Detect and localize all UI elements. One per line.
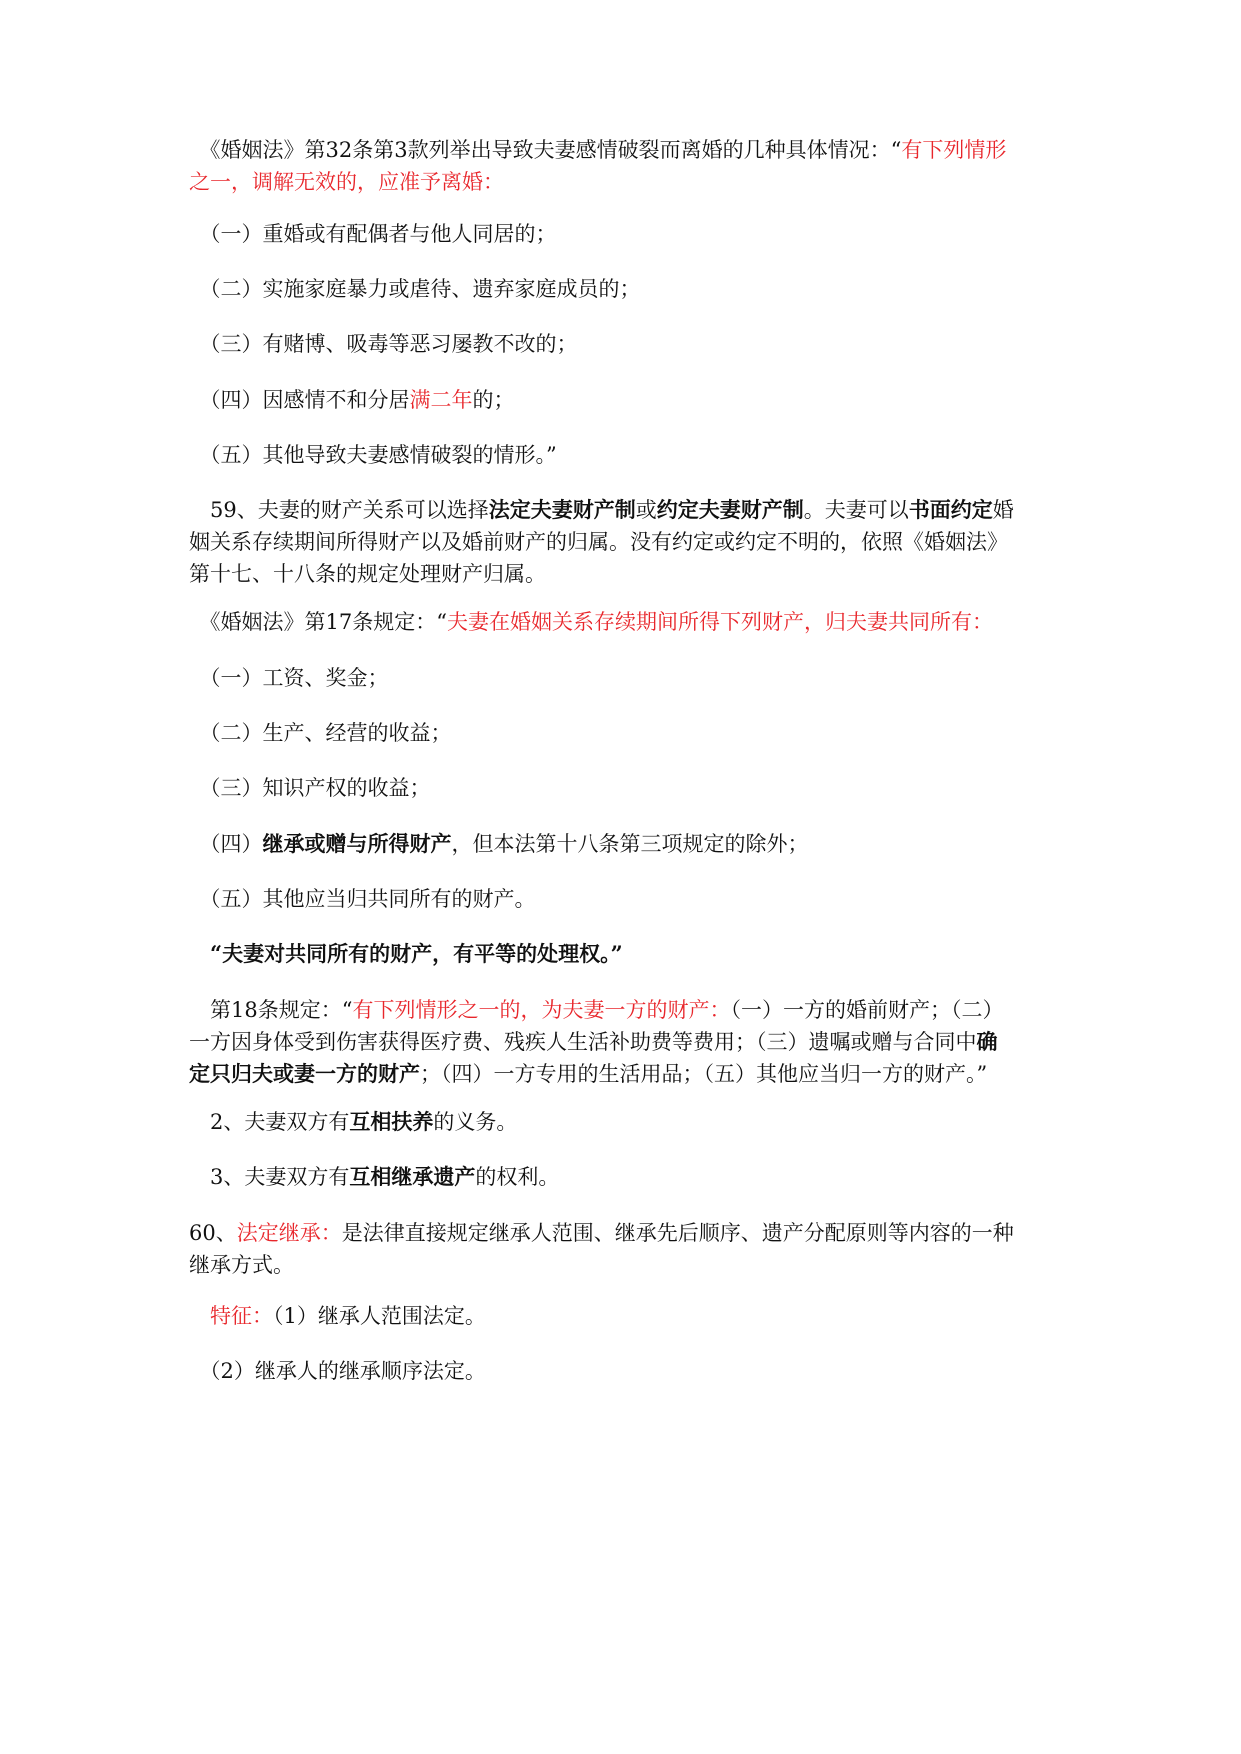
text-line [189,273,1059,305]
body-text: （二）生产、经营的收益； [189,721,452,745]
text-line [189,166,1059,198]
body-text: 一方因身体受到伤害获得医疗费、残疾人生活补助费等费用；（三）遗嘱或赠与合同中 [189,1030,977,1054]
body-text: 第18条规定：“ [189,998,353,1022]
text-line [189,772,1059,804]
body-text: 。夫妻可以 [803,498,909,522]
text-line [189,994,1059,1026]
body-text: 的； [472,388,515,412]
body-text: （三）有赌博、吸毒等恶习屡教不改的； [189,332,578,356]
body-text: 的义务。 [433,1110,518,1134]
body-text: 的权利。 [475,1165,560,1189]
bold-text: 定只归夫或妻一方的财产 [189,1061,420,1086]
paragraph [189,1217,1059,1281]
body-text: 3、夫妻双方有 [189,1165,350,1189]
text-line [189,717,1059,749]
body-text: 《婚姻法》第17条规定：“ [189,610,447,634]
text-line [189,384,1059,416]
body-text: 姻关系存续期间所得财产以及婚前财产的归属。没有约定或约定不明的，依照《婚姻法》 [189,530,1008,554]
highlight-text: 满二年 [409,388,473,412]
body-text: 《婚姻法》第32条第3款列举出导致夫妻感情破裂而离婚的几种具体情况：“ [189,138,902,162]
body-text: （一）工资、奖金； [189,666,389,690]
highlight-text: 有下列情形之一的，为夫妻一方的财产： [352,998,731,1022]
body-text: 第十七、十八条的规定处理财产归属。 [189,562,546,586]
text-line [189,494,1059,526]
bold-text: “夫妻对共同所有的财产，有平等的处理权。” [189,941,623,966]
paragraph [189,938,1059,970]
body-text [189,1304,210,1328]
paragraph [189,439,1059,471]
body-text: ；（四）一方专用的生活用品；（五）其他应当归一方的财产。” [420,1062,988,1086]
paragraph [189,328,1059,360]
paragraph [189,828,1059,860]
text-line [189,828,1059,860]
body-text: （四）因感情不和分居 [189,388,410,412]
body-text: （五）其他应当归共同所有的财产。 [189,887,536,911]
paragraph [189,218,1059,250]
paragraph [189,772,1059,804]
text-line [189,1217,1059,1249]
paragraph [189,1106,1059,1138]
body-text: （二）实施家庭暴力或虐待、遗弃家庭成员的； [189,277,641,301]
highlight-text: 法定继承： [236,1221,342,1245]
text-line [189,558,1059,590]
body-text: 婚 [992,498,1014,522]
highlight-text: 之一，调解无效的，应准予离婚： [189,170,504,194]
text-line [189,439,1059,471]
paragraph [189,606,1059,638]
text-line [189,1355,1059,1387]
body-text: （五）其他导致夫妻感情破裂的情形。” [189,443,557,467]
body-text: （四） [189,832,263,856]
paragraph [189,994,1059,1090]
highlight-text: 特征： [210,1304,273,1328]
body-text: 60、 [189,1221,237,1245]
paragraph [189,1300,1059,1332]
body-text: 是法律直接规定继承人范围、继承先后顺序、遗产分配原则等内容的一种 [341,1221,1014,1245]
paragraph [189,1161,1059,1193]
paragraph [189,717,1059,749]
text-line [189,328,1059,360]
body-text: （1）继承人范围法定。 [273,1304,486,1328]
body-text: （一）重婚或有配偶者与他人同居的； [189,222,557,246]
bold-text: 互相继承遗产 [349,1164,476,1189]
text-line [189,1300,1059,1332]
text-line [189,662,1059,694]
highlight-text: 夫妻在婚姻关系存续期间所得下列财产，归夫妻共同所有： [446,610,993,634]
text-line [189,1026,1059,1058]
text-line [189,883,1059,915]
body-text: （一）一方的婚前财产；（二） [730,998,1004,1022]
text-line [189,526,1059,558]
paragraph [189,273,1059,305]
text-line [189,606,1059,638]
text-line [189,218,1059,250]
body-text: （2）继承人的继承顺序法定。 [189,1359,486,1383]
paragraph [189,883,1059,915]
body-text: 59、夫妻的财产关系可以选择 [189,498,489,522]
text-line [189,938,1059,970]
bold-text: 约定夫妻财产制 [656,497,804,522]
body-text: 2、夫妻双方有 [189,1110,350,1134]
paragraph [189,134,1059,198]
bold-text: 互相扶养 [349,1109,434,1134]
text-line [189,1058,1059,1090]
text-line [189,1249,1059,1281]
body-text: 或 [635,498,657,522]
highlight-text: 有下列情形 [901,138,1007,162]
body-text: （三）知识产权的收益； [189,776,431,800]
paragraph [189,384,1059,416]
body-text: 继承方式。 [189,1253,294,1277]
bold-text: 确 [976,1029,998,1054]
text-line [189,1161,1059,1193]
bold-text: 法定夫妻财产制 [488,497,636,522]
text-line [189,134,1059,166]
paragraph [189,662,1059,694]
body-text: ，但本法第十八条第三项规定的除外； [451,832,809,856]
bold-text: 书面约定 [908,497,993,522]
text-line [189,1106,1059,1138]
bold-text: 继承或赠与所得财产 [262,831,452,856]
paragraph [189,494,1059,590]
paragraph [189,1355,1059,1387]
